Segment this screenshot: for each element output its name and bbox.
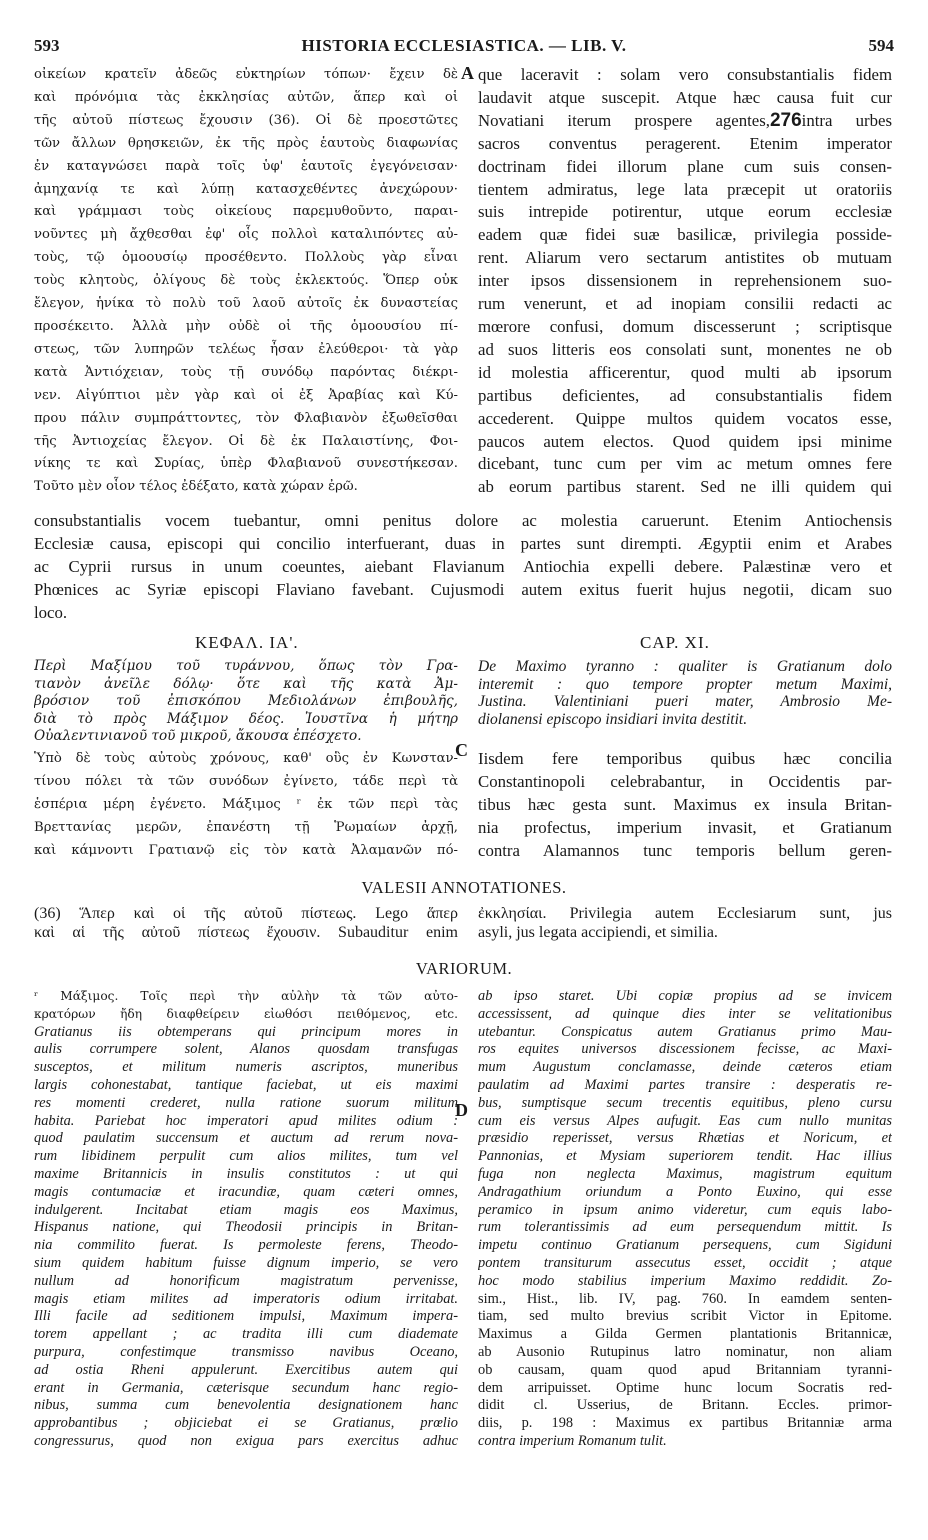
latin-chapter-line: Iisdem fere temporibus quibus hæc concilia (478, 749, 892, 768)
greek-text-line: νοῦντες μὴ ἄχθεσθαι ἐφ' οἷς πολλοὶ καταλιπόντες αὐ- (34, 227, 458, 243)
latin-text-line: ad suos litteris eos consolati sunt, monentes ne ob (478, 339, 892, 359)
greek-text-line: πρου πάλιν συμπράττοντες, τὸν Φλαβιανὸν ἐξωθεῖσθαι (34, 410, 458, 426)
latin-text-column (478, 64, 892, 499)
latin-text-line: rum venerunt, et ad inopiam consilii redacti ac (478, 294, 892, 314)
greek-chapter-text (34, 748, 458, 863)
variorum-line: ad ostia Rheni appulerunt. Exercitibus autem qui (34, 1361, 458, 1378)
latin-summary-line: Justina. Valentiniani pueri mater, Ambrosio Me- (478, 693, 892, 711)
variorum-line: mum Augustum conclamasse, deinde cæteros etiam (478, 1059, 892, 1076)
greek-summary-line: διὰ τὸ πρὸς Μάξιμον δέος. Ἰουστῖνα ἡ μήτηρ (34, 710, 458, 727)
full-width-text-line: Ecclesiæ causa, episcopi qui concilio interfuerant, duas in partes sunt dirempti. Ægyptii enim et Arabes (34, 533, 892, 553)
latin-text-line: accederent. Quippe multos quidem vocatos esse, (478, 408, 892, 428)
margin-letter-a: A (461, 63, 474, 83)
greek-text-line: οἰκείων κρατεῖν ἀδεῶς εὐκτηρίων τόπων· ἔχειν δὲ (34, 67, 458, 82)
variorum-line: fuga non neglecta Maximus, magistrum equitum (478, 1165, 892, 1182)
greek-chapter-line: Βρεττανίας μερῶν, ἐπανέστη τῇ Ῥωμαίων ἀρχῇ, (34, 819, 458, 835)
variorum-line: erant in Germania, cæterisque secundum hanc regio- (34, 1379, 458, 1396)
latin-text-line: sacros conventus peragerent. Etenim imperator (478, 133, 892, 153)
latin-chapter-text (478, 748, 892, 863)
greek-text-line: τῆς Ἀντιοχείας ἔλεγον. Οἱ δὲ ἐκ Παλαιστίνης, Φοι- (34, 433, 458, 449)
variorum-line: utebantur. Conspicatus autem Gratianus primo Mau- (478, 1023, 892, 1040)
variorum-line: peramico in ipsum animo videretur, cum equis labo- (478, 1201, 892, 1218)
greek-text-line: Τοῦτο μὲν οἷον τέλος ἐδέξατο, κατὰ χώραν ἐρῶ. (34, 479, 358, 495)
greek-text-line: ἐν καταγνώσει παρὰ τοῖς ὑφ' ἑαυτοῖς ἐγεγόνεισαν· (34, 158, 458, 174)
variorum-notes-right (478, 988, 892, 1451)
variorum-line: Hispanus natione, qui Theodosii principis in Britan- (34, 1219, 458, 1236)
variorum-line: rum libidinem perpulit cum alios milites, tum vel (34, 1148, 458, 1165)
variorum-line: congressurus, quod non exigua pars exercitus adhuc (34, 1432, 458, 1449)
variorum-title: VARIORUM. (415, 959, 513, 978)
variorum-line: ab Ausonio Rutupinus latro nominatur, non aliam (478, 1343, 892, 1360)
latin-text-line: id molestia afficerentur, quod multi ab ipsorum (478, 362, 892, 382)
greek-text-line: τῶν ἄλλων θρησκειῶν, ἐκ τῆς πρὸς ἑαυτοὺς διαφωνίας (34, 135, 458, 151)
variorum-line: Gratianus iis obtemperans qui principum mores in (34, 1023, 458, 1040)
valesii-annotations-title: VALESII ANNOTATIONES. (361, 878, 567, 897)
latin-text-fragment: intra urbes (801, 110, 892, 130)
variorum-line: habita. Pariebat hoc imperatori apud milites odium : (34, 1112, 458, 1129)
greek-chapter-summary (34, 658, 458, 746)
greek-text-line: ἀμηχανίᾳ τε καὶ λύπῃ κατασχεθέντες ἀνεχώρουν· (34, 181, 458, 197)
variorum-line: cum eis versus Alpes aufugit. Eas cum nullo munitas (478, 1112, 892, 1129)
greek-text-line: τοὺς κλητοὺς, ὀλίγους δὲ τοὺς ἐκλεκτούς. Ὅπερ οὐκ (34, 273, 458, 289)
variorum-line: susceptos, et militum numeris ascriptos, muneribus (34, 1059, 458, 1076)
variorum-line: Pannonias, et Mysiam superiorem tendit. Hac illius (478, 1148, 892, 1165)
greek-summary-line: βρόσιον τοῦ ἐπισκόπου Μεδιολάνων ἐπιβουλῆς, (34, 693, 458, 710)
latin-text-line: inter ipsos dissensionem in reprehensionem suo- (478, 271, 892, 291)
latin-text-line: doctrinam fidei illorum plane cum suis consen- (478, 156, 892, 176)
variorum-line: κρατόρων ἤδη διαφθείρειν εἰωθόσι πειθόμενος, etc. (34, 1006, 458, 1021)
variorum-line: Illi facile ad seditionem impulsi, Maximum impera- (34, 1308, 458, 1325)
variorum-line: impetu continuo Gratianum persequens, cum Sigiduni (478, 1237, 892, 1254)
latin-chapter-line: nia profectus, imperium invasit, et Gratianum (478, 817, 892, 837)
variorum-line: nia commilito fuerat. Is permoleste ferens, Theodo- (34, 1237, 458, 1254)
full-width-text-line: Phœnices ac Syriæ episcopi Flaviano favebant. Cujusmodi autem exitus fuerit hujus negotii, dicam suo (34, 579, 892, 599)
latin-text-line (478, 110, 892, 133)
variorum-line: sium quidem habitum fuisse dignum imperio, se vero (34, 1254, 458, 1271)
full-width-text-line: consubstantialis vocem tuebantur, omni penitus dolore ac molestia caruerunt. Etenim Antiochensis (34, 511, 892, 530)
variorum-line: didit cl. Usserius, de Britann. Eccles. primor- (478, 1397, 892, 1414)
valesii-annotation-left (34, 904, 458, 942)
latin-summary-line: diolanensi episcopo insidiari invita destitit. (478, 710, 748, 728)
variorum-line: ob causam, quam quod apud Britanniam tyranni- (478, 1361, 892, 1378)
annotation-line: ἐκκλησίαι. Privilegia autem Ecclesiarum sunt, jus (478, 905, 892, 922)
latin-chapter-line: tibus hæc gesta sunt. Maximus ex insula Britan- (478, 794, 892, 814)
greek-text-line: νεν. Αἰγύπτιοι μὲν γὰρ καὶ οἱ ἐξ Ἀραβίας καὶ Κύ- (34, 387, 458, 403)
greek-text-line: ἔλεγον, ἡνίκα τὸ πολὺ τοῦ λαοῦ αὐτοῖς ἐκ δυναστείας (34, 296, 458, 312)
variorum-line: diis, p. 198 : Maximus ex partibus Britanniæ arma (478, 1415, 892, 1432)
variorum-notes-left (34, 988, 458, 1451)
greek-text-line: νίκης τε καὶ Συρίας, ὑπὲρ Φλαβιανοῦ συνεστήκεσαν. (34, 456, 458, 472)
greek-chapter-line: ἑσπέρια μέρη ἐγένετο. Μάξιμος ʳ ἐκ τῶν περὶ τὰς (34, 796, 458, 812)
annotation-line: καὶ αἱ τῆς αὐτοῦ πίστεως ἔχουσιν. Subauditur enim (34, 924, 458, 941)
variorum-line: nibus, summa cum benevolentia designationem hanc (34, 1397, 458, 1414)
variorum-line: ab ipso staret. Ubi copiæ propius ad se invicem (478, 988, 892, 1004)
variorum-line: nullum ad honorificum magistratum pervenisse, (34, 1272, 458, 1289)
valesii-annotation-right (478, 904, 892, 942)
latin-text-line: mœrore confusi, domum discesserunt ; scriptisque (478, 316, 892, 336)
variorum-line: accessissent, ad quinque dies inter se velitationibus (478, 1005, 892, 1022)
latin-text-line: tientem admiratus, lege lata præcepit ut oratoriis (478, 179, 892, 199)
latin-chapter-summary (478, 658, 892, 728)
latin-text-line: que laceravit : solam vero consubstantialis fidem (478, 65, 892, 84)
variorum-line: magis etiam milites ad imperatoris odium irritabat. (34, 1290, 458, 1307)
variorum-line: tiam, sed multo brevius scribit Victor in Epitome. (478, 1308, 892, 1325)
variorum-line: ros equites universos discessionem fecisse, ac Maxi- (478, 1041, 892, 1058)
latin-chapter-line: Constantinopoli celebrabantur, in Occidentis par- (478, 771, 892, 791)
variorum-line: torem appellant ; ac tradita illi cum diademate (34, 1326, 458, 1343)
latin-text-line: partibus deficientes, ad consubstantialis fidem (478, 385, 892, 405)
annotation-line: asyli, jus legata accipiendi, et similia. (478, 924, 718, 941)
full-width-text-line: loco. (34, 602, 68, 622)
latin-full-width-paragraph (34, 510, 892, 625)
variorum-line: res momenti crederet, nulla ratione suorum militum (34, 1094, 458, 1111)
latin-text-line: laudavit atque suscepit. Atque hæc causa fuit cur (478, 87, 892, 107)
latin-text-line: rent. Aliarum vero sectarum antistites ob mutuam (478, 248, 892, 268)
variorum-line: dem arripuisset. Optime hunc locum Socratis red- (478, 1379, 892, 1396)
variorum-line: bus, sumptisque secum trecentis equitibus, pleno cursu (478, 1094, 892, 1111)
variorum-line: præsidio reperisset, versus Rhætias et Noricum, et (478, 1130, 892, 1147)
variorum-line: maxime Britannicis in insulis constitutos : ut qui (34, 1165, 458, 1182)
page-number-left: 593 (34, 36, 60, 55)
greek-summary-line: Οὐαλεντινιανοῦ τοῦ μικροῦ, ἄκουσα ἐπέσχετο. (34, 728, 362, 745)
greek-text-line: καὶ πρόνόμια τὰς ἐκκλησίας αὐτῶν, ἅπερ καὶ οἱ (34, 89, 458, 105)
page-number-right: 594 (868, 36, 894, 55)
latin-chapter-line: contra Alamannos tunc temporis bellum geren- (478, 840, 892, 860)
latin-text-line: paucos autem electos. Quod quidem ipsi minime (478, 431, 892, 451)
greek-text-line: καὶ γράμμασι τοὺς οἰκείους παρεμυθοῦντο, παραι- (34, 204, 458, 220)
greek-text-line: στεως, τῶν λυπηρῶν τελέως ἦσαν ἐλεύθεροι· τὰ γὰρ (34, 341, 458, 357)
annotation-line: (36) Ἅπερ καὶ οἱ τῆς αὐτοῦ πίστεως. Lego ἅπερ (34, 905, 458, 922)
margin-letter-d: D (455, 1100, 468, 1120)
greek-chapter-line: τίνου πόλει τὰ τῶν συνόδων ἐγίνετο, τάδε περὶ τὰ (34, 773, 458, 789)
greek-text-column (34, 64, 458, 499)
greek-text-line: τῆς αὐτοῦ πίστεως ἔχουσιν (36). Οἱ δὲ προεστῶτες (34, 112, 458, 128)
running-header (34, 36, 894, 58)
latin-text-line: eadem quæ fidei suæ basilicæ, privilegia posside- (478, 225, 892, 245)
variorum-line: purpura, confestimque transmisso navibus Oceano, (34, 1343, 458, 1360)
latin-summary-line: interemit : quo tempore propter metum Maximi, (478, 675, 892, 693)
latin-text-line: ab eorum partibus starent. Sed ne illi quidem qui (478, 477, 892, 497)
running-title: HISTORIA ECCLESIASTICA. — LIB. V. (301, 36, 627, 55)
variorum-line: Maximus a Gilda Germen plantationis Britannicæ, (478, 1326, 892, 1343)
latin-chapter-heading: CAP. XI. (640, 633, 710, 652)
variorum-line: aulis corrumpere solent, Alanos quosdam transfugas (34, 1041, 458, 1058)
greek-text-line: προσέκειτο. Ἀλλὰ μὴν οὐδὲ οἱ τῆς ὁμοουσίου πί- (34, 318, 458, 334)
latin-summary-line: De Maximo tyranno : qualiter is Gratianum dolo (478, 658, 892, 675)
greek-text-line: τοὺς, τῷ ὁμοουσίῳ προσέθεντο. Πολλοὺς γὰρ εἶναι (34, 250, 458, 266)
latin-text-line: dicebant, tunc cum per vim ac metum omnes fere (478, 454, 892, 474)
greek-text-line: κατὰ Ἀντιόχειαν, τοὺς τῇ συνόδῳ παρόντας διέκρι- (34, 364, 458, 380)
inline-page-number: 276 (769, 109, 802, 131)
variorum-line: sim., Hist., lib. IV, pag. 760. In eamdem senten- (478, 1290, 892, 1307)
greek-chapter-heading: ΚΕΦΑΛ. ΙΑ'. (195, 633, 299, 652)
variorum-line: approbantibus ; objiciebat ei se Gratianus, prœlio (34, 1415, 458, 1432)
greek-summary-line: τιανὸν ἀνεῖλε δόλῳ· ὅτε καὶ τῆς κατὰ Ἀμ- (34, 675, 458, 692)
full-width-text-line: ac Cyprii rursus in unum coeuntes, aiebant Flavianum Antiochia expelli debere. Palæstinæ vero et (34, 556, 892, 576)
variorum-line: hoc modo stabilius imperium Maximo reddidit. Zo- (478, 1272, 892, 1289)
variorum-line: ʳ Μάξιμος. Τοῖς περὶ τὴν αὐλὴν τὰ τῶν αὐτο- (34, 989, 458, 1003)
variorum-line: pontem transiturum assecutus esset, occidit ; atque (478, 1254, 892, 1271)
greek-chapter-line: καὶ κάμνοντι Γρατιανῷ εἰς τὸν κατὰ Ἀλαμανῶν πό- (34, 842, 458, 858)
greek-chapter-line: Ὑπὸ δὲ τοὺς αὐτοὺς χρόνους, καθ' οὓς ἐν Κωνσταν- (34, 751, 458, 766)
greek-summary-line: Περὶ Μαξίμου τοῦ τυράννου, ὅπως τὸν Γρα- (34, 658, 458, 674)
variorum-line: largis cohonestabat, tantique faciebat, ut eis maximi (34, 1076, 458, 1093)
margin-letter-c: C (455, 740, 468, 760)
variorum-line: quod paulatim succensum et auctum ad rerum nova- (34, 1130, 458, 1147)
variorum-line: paulatim ad Maximi partes transire : desperatis re- (478, 1076, 892, 1093)
latin-text-fragment: Novatiani iterum prospere agentes, (478, 110, 770, 130)
variorum-line: contra imperium Romanum tulit. (478, 1432, 667, 1449)
variorum-line: indulgerent. Incitabat etiam magis eos Maximus, (34, 1201, 458, 1218)
variorum-line: Andragathium oriundum a Ponto Euxino, qui esse (478, 1183, 892, 1200)
variorum-line: magis contumaciæ et iracundiæ, quam cæteri omnes, (34, 1183, 458, 1200)
latin-text-line: suis intrepide potirentur, utque eorum ecclesiæ (478, 202, 892, 222)
variorum-line: rum tolerantissimis ad eum persequendum mittit. Is (478, 1219, 892, 1236)
